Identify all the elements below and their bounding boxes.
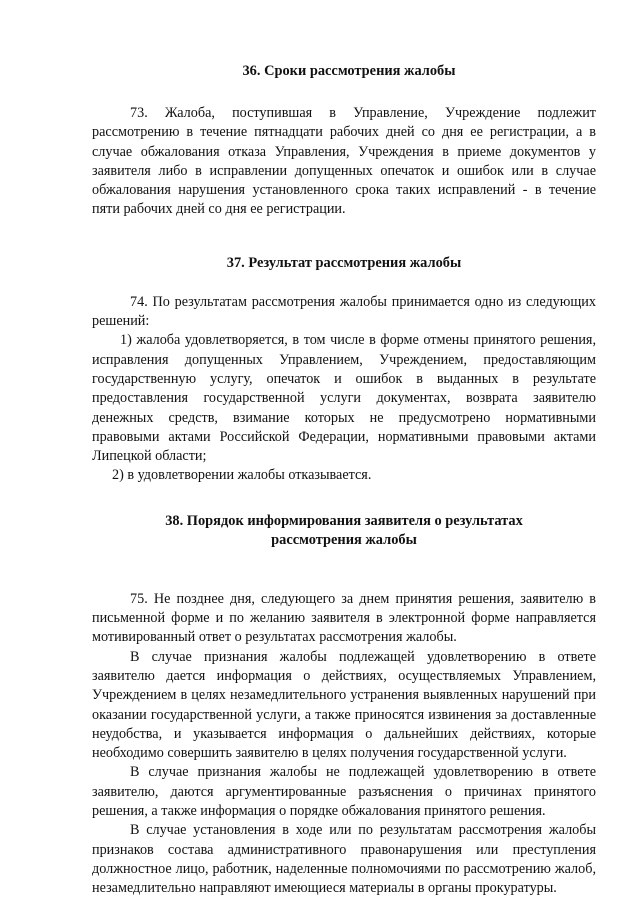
- section-38-heading-line-2: рассмотрения жалобы: [271, 531, 417, 548]
- paragraph-74: 74. По результатам рассмотрения жалобы принимается одно из следующих решений:: [92, 293, 596, 330]
- paragraph-75: 75. Не позднее дня, следующего за днем принятия решения, заявителю в письменной форме и по желанию заявителя в электронной форме направляется мотивированный ответ о результатах рассмотрения жалобы.: [92, 590, 596, 646]
- section-36-heading: 36. Сроки рассмотрения жалобы: [242, 63, 456, 79]
- paragraph-75-rejected: В случае признания жалобы не подлежащей удовлетворению в ответе заявителю, даются аргументированные разъяснения о причинах принятого решения, а также информация о порядке обжалования принятого решения.: [92, 764, 596, 820]
- section-37-heading: 37. Результат рассмотрения жалобы: [226, 254, 462, 271]
- paragraph-74-item-2: 2) в удовлетворении жалобы отказывается.: [112, 467, 372, 484]
- paragraph-73: 73. Жалоба, поступившая в Управление, Учреждение подлежит рассмотрению в течение пятнадцати рабочих дней со дня ее регистрации, а в случае обжалования отказа Управления, Учреждения в приеме документов у заявителя либо в исправлении допущенных опечаток и ошибок или в случае обжалования нарушения установленного срока таких исправлений - в течение пяти рабочих дней со дня ее регистрации.: [92, 105, 596, 218]
- section-38-heading-line-1: 38. Порядок информирования заявителя о результатах: [165, 512, 523, 529]
- paragraph-74-item-1: 1) жалоба удовлетворяется, в том числе в форме отмены принятого решения, исправления допущенных Управлением, Учреждением, предоставляющим государственную услугу, опечаток и ошибок в выданных в результате предоставления государственной услуги документах, возврата заявителю денежных средств, взимание которых не предусмотрено нормативными правовыми актами Российской Федерации, нормативными правовыми актами Липецкой области;: [92, 332, 596, 465]
- paragraph-75-prosecution: В случае установления в ходе или по результатам рассмотрения жалобы признаков состава административного правонарушения или преступления должностное лицо, работник, наделенные полномочиями по рассмотрению жалоб, незамедлительно направляют имеющиеся материалы в органы прокуратуры.: [92, 822, 596, 897]
- paragraph-75-satisfied: В случае признания жалобы подлежащей удовлетворению в ответе заявителю дается информация о действиях, осуществляемых Управлением, Учреждением в целях незамедлительного устранения выявленных нарушений при оказании государственной услуги, а также приносятся извинения за доставленные неудобства, и указывается информация о дальнейших действиях, которые необходимо совершить заявителю в целях получения государственной услуги.: [92, 648, 596, 762]
